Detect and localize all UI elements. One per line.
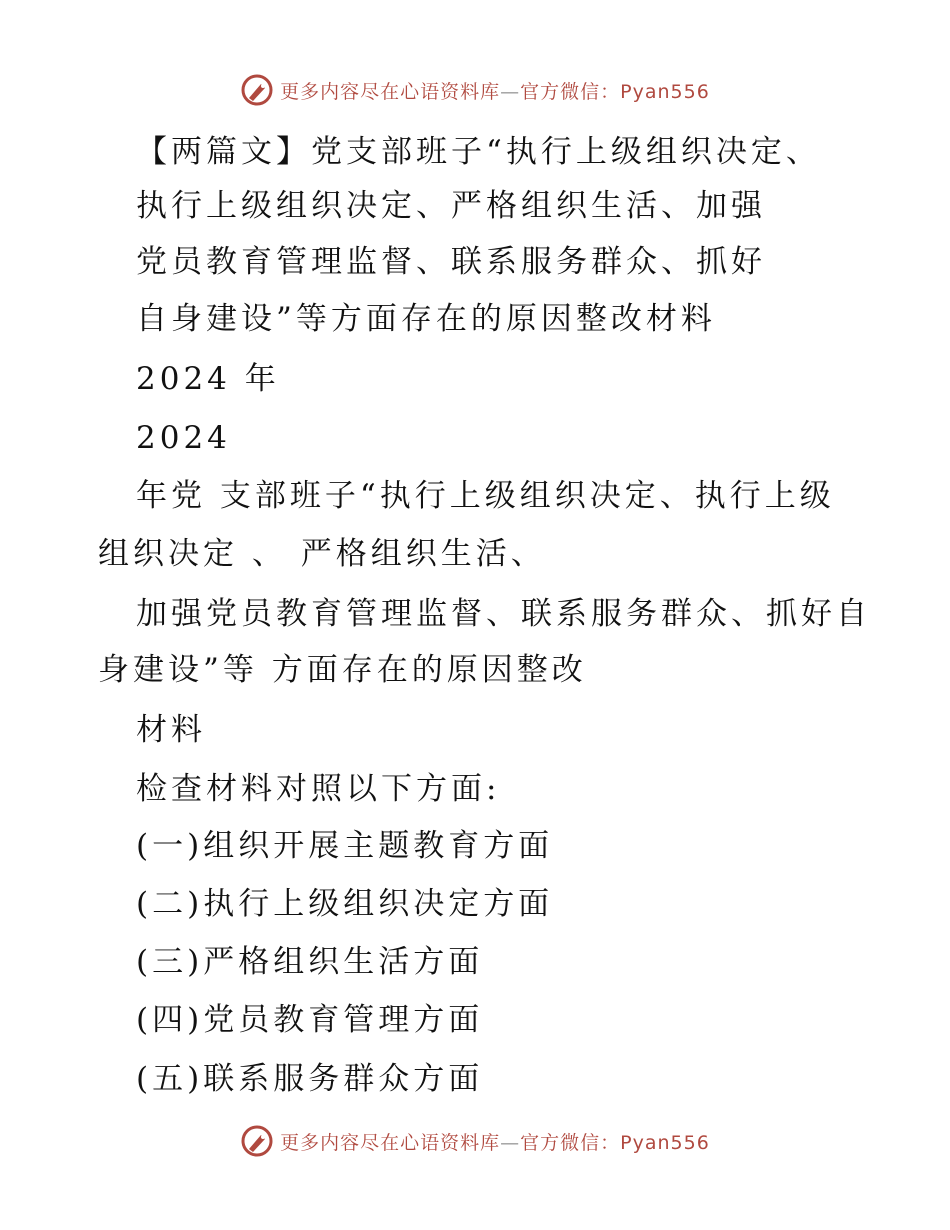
year-line: 2024 年 [136,361,280,397]
body-line-4: 身建设”等 方面存在的原因整改 [98,652,587,688]
title-line-1: 【两篇文】党支部班子“执行上级组织决定、 [136,134,821,170]
watermark-contact-text: 官方微信：Pyan556 [520,80,710,103]
body-line-5: 材料 [136,712,206,748]
list-item-5: (五)联系服务群众方面 [136,1061,484,1097]
title-line-3: 党员教育管理监督、联系服务群众、抓好 [136,244,766,280]
body-line-1: 年党 支部班子“执行上级组织决定、执行上级 [136,478,835,514]
watermark-contact-text: 官方微信：Pyan556 [520,1131,710,1154]
list-item-2: (二)执行上级组织决定方面 [136,886,554,922]
year-value: 2024 [136,420,231,456]
watermark-main-text: 更多内容尽在心语资料库 [280,1131,501,1154]
watermark-main-text: 更多内容尽在心语资料库 [280,80,501,103]
body-line-3: 加强党员教育管理监督、联系服务群众、抓好自 [136,596,871,632]
watermark-separator: — [500,80,521,103]
list-item-3: (三)严格组织生活方面 [136,944,484,980]
pen-nib-logo-icon [240,73,274,107]
body-line-2: 组织决定 、 严格组织生活、 [98,536,546,572]
list-item-4: (四)党员教育管理方面 [136,1002,484,1038]
watermark-separator: — [500,1131,521,1154]
pen-nib-logo-icon [240,1124,274,1158]
title-line-4: 自身建设”等方面存在的原因整改材料 [136,301,716,337]
intro-line: 检查材料对照以下方面: [136,771,501,807]
list-item-1: (一)组织开展主题教育方面 [136,828,554,864]
header-watermark [0,70,950,110]
title-line-2: 执行上级组织决定、严格组织生活、加强 [136,188,766,224]
footer-watermark [0,1121,950,1161]
